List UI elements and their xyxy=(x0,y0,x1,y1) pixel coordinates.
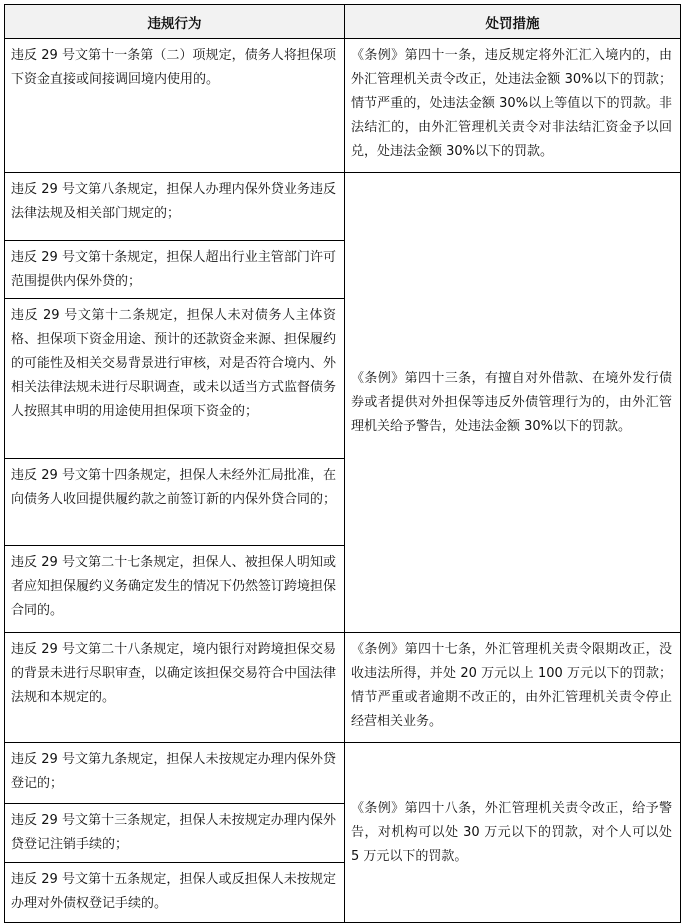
violation-cell: 违反 29 号文第八条规定，担保人办理内保外贷业务违反法律法规及相关部门规定的； xyxy=(5,173,345,241)
penalty-cell: 《条例》第四十三条，有擅自对外借款、在境外发行债券或者提供对外担保等违反外债管理行为的，由外汇管理机关给予警告，处违法金额 30%以下的罚款。 xyxy=(345,173,681,633)
violation-cell: 违反 29 号文第十四条规定，担保人未经外汇局批准，在向债务人收回提供履约款之前签订新的内保外贷合同的； xyxy=(5,459,345,546)
table-row xyxy=(5,743,681,804)
table-row xyxy=(5,173,681,241)
violation-cell: 违反 29 号文第十条规定，担保人超出行业主管部门许可范围提供内保外贷的； xyxy=(5,241,345,299)
penalty-cell: 《条例》第四十一条，违反规定将外汇汇入境内的，由外汇管理机关责令改正，处违法金额 30%以下的罚款；情节严重的，处违法金额 30%以上等值以下的罚款。非法结汇的，由外汇管理机关责令对非法结汇资金予以回兑，处违法金额 30%以下的罚款。 xyxy=(345,39,681,173)
table-header-row xyxy=(5,5,681,39)
table-row xyxy=(5,633,681,743)
violation-cell: 违反 29 号文第十五条规定，担保人或反担保人未按规定办理对外债权登记手续的。 xyxy=(5,863,345,923)
penalty-cell: 《条例》第四十七条，外汇管理机关责令限期改正，没收违法所得，并处 20 万元以上 100 万元以下的罚款；情节严重或者逾期不改正的，由外汇管理机关责令停止经营相关业务。 xyxy=(345,633,681,743)
table-row xyxy=(5,39,681,173)
violation-cell: 违反 29 号文第二十七条规定，担保人、被担保人明知或者应知担保履约义务确定发生的情况下仍然签订跨境担保合同的。 xyxy=(5,546,345,633)
violation-cell: 违反 29 号文第十二条规定，担保人未对债务人主体资格、担保项下资金用途、预计的还款资金来源、担保履约的可能性及相关交易背景进行审核，对是否符合境内、外相关法律法规未进行尽职调查，或未以适当方式监督债务人按照其申明的用途使用担保项下资金的； xyxy=(5,299,345,459)
penalty-cell: 《条例》第四十八条，外汇管理机关责令改正，给予警告，对机构可以处 30 万元以下的罚款，对个人可以处 5 万元以下的罚款。 xyxy=(345,743,681,923)
violation-cell: 违反 29 号文第二十八条规定，境内银行对跨境担保交易的背景未进行尽职审查，以确定该担保交易符合中国法律法规和本规定的。 xyxy=(5,633,345,743)
violation-cell: 违反 29 号文第九条规定，担保人未按规定办理内保外贷登记的； xyxy=(5,743,345,804)
violation-cell: 违反 29 号文第十三条规定，担保人未按规定办理内保外贷登记注销手续的； xyxy=(5,804,345,863)
header-violation: 违规行为 xyxy=(5,5,345,39)
penalty-table xyxy=(4,4,681,923)
header-penalty: 处罚措施 xyxy=(345,5,681,39)
violation-cell: 违反 29 号文第十一条第（二）项规定，债务人将担保项下资金直接或间接调回境内使用的。 xyxy=(5,39,345,173)
